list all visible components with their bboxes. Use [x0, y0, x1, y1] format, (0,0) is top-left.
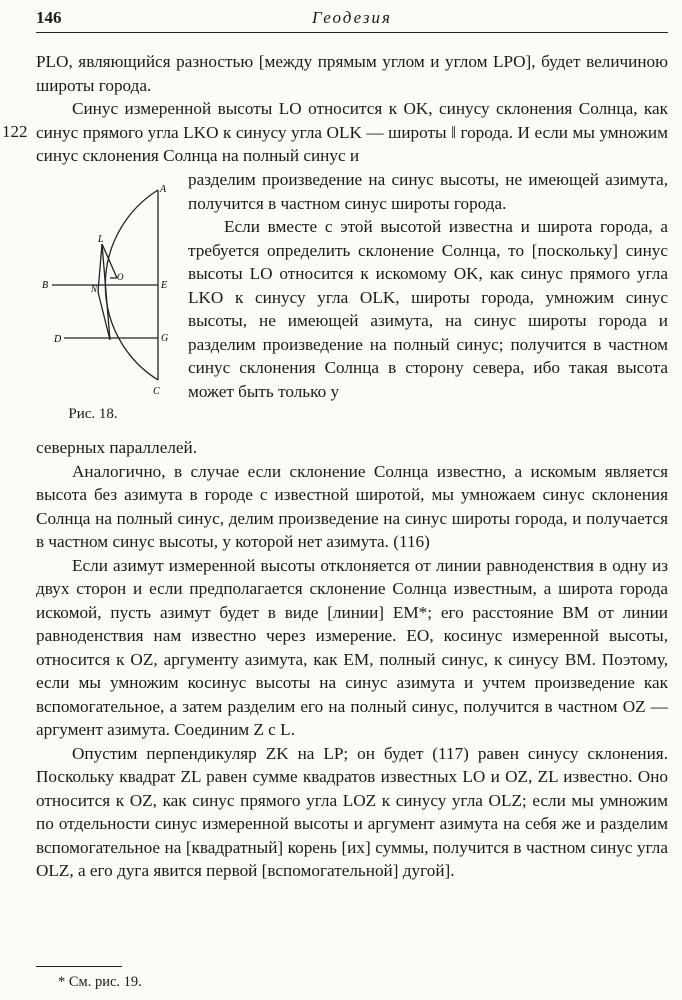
- paragraph-5: Опустим перпендикуляр ZK на LP; он будет (117) равен синусу склонения. Поскольку квадрат ZL равен сумме квадратов известных LO и OZ, ZL известно. Оно относится к OZ, как синус прямого угла LOZ к синусу угла OLZ; если мы умножим по отдельности синус измеренной высоты и аргумент азимута на себя же и разделим вспомогательное на [квадратный] корень [их] суммы, получится в частном синус угла OLZ, а его дуга явится первой [вспомогательной] дугой].: [36, 743, 668, 880]
- text-beside-figure: [188, 168, 668, 403]
- paragraph-3: Аналогично, в случае если склонение Солнца известно, а искомым является высота без азимута в городе с известной широтой, мы умножаем синус склонения Солнца на полный синус, делим произведение на синус широты города, и получается в частном синус высоты, у которой нет азимута. (116): [36, 461, 668, 551]
- figure-18: [36, 180, 186, 430]
- page-number: 146: [36, 8, 62, 27]
- paragraph-2-end: северных параллелей.: [36, 438, 198, 457]
- label-a: A: [160, 184, 167, 195]
- margin-number: 122: [2, 122, 28, 141]
- main-text: [36, 436, 668, 883]
- label-n: N: [91, 284, 98, 294]
- label-e: E: [161, 280, 168, 291]
- figure-caption: Рис. 18.: [68, 406, 118, 422]
- footnote: * См. рис. 19.: [58, 974, 142, 990]
- label-d-left: D: [54, 334, 62, 345]
- label-l: L: [98, 234, 104, 245]
- paragraph-2-beside: Если вместе с этой высотой известна и широта города, а требуется определить склонение Солнца, то [поскольку] синус высоты LO относится к искомому OK, как синус прямого угла LKO к синусу угла OLK, широты города, умножим синус высоты, не имеющей азимута, на синус широты города и разделим произведение на полный синус; получится в частном синус склонения Солнца в сторону севера, ибо такая высота может быть только у: [188, 217, 668, 401]
- label-c: C: [153, 386, 160, 397]
- page-header: [36, 6, 668, 33]
- label-o: O: [117, 272, 124, 282]
- running-head: Геодезия: [312, 8, 392, 27]
- paragraph-4: Если азимут измеренной высоты отклоняется от линии равноденствия в одну из двух сторон и если предполагается склонение Солнца известным, а широта города искомой, пусть азимут будет в виде [линии] EM*; его расстояние BM от линии равноденствия нам известно через измерение. EO, косинус измеренной высоты, относится к OZ, аргументу азимута, как EM, полный синус, к синусу BM. Поэтому, если мы умножим косинус высоты на синус азимута и учтем произведение как вспомогательное, а затем разделим его на полный синус, получится в частном OZ — аргумент азимута. Соединим Z с L.: [36, 555, 668, 739]
- figure-18-diagram: [36, 180, 186, 410]
- label-g: G: [161, 333, 169, 344]
- top-text: [36, 50, 668, 168]
- paragraph-1-start: Синус измеренной высоты LO относится к OK, синусу склонения Солнца, как синус прямого угла LKO к синусу угла OLK — широты ‖ города. И если мы умножим синус склонения Солнца на полный синус и: [36, 99, 668, 165]
- paragraph-1-beside: разделим произведение на синус высоты, не имеющей азимута, получится в частном синус широты города.: [188, 170, 668, 213]
- footnote-rule: [36, 966, 122, 967]
- label-b: B: [42, 280, 49, 291]
- paragraph-0: PLO, являющийся разностью [между прямым углом и углом LPO], будет величиною широты города.: [36, 52, 668, 95]
